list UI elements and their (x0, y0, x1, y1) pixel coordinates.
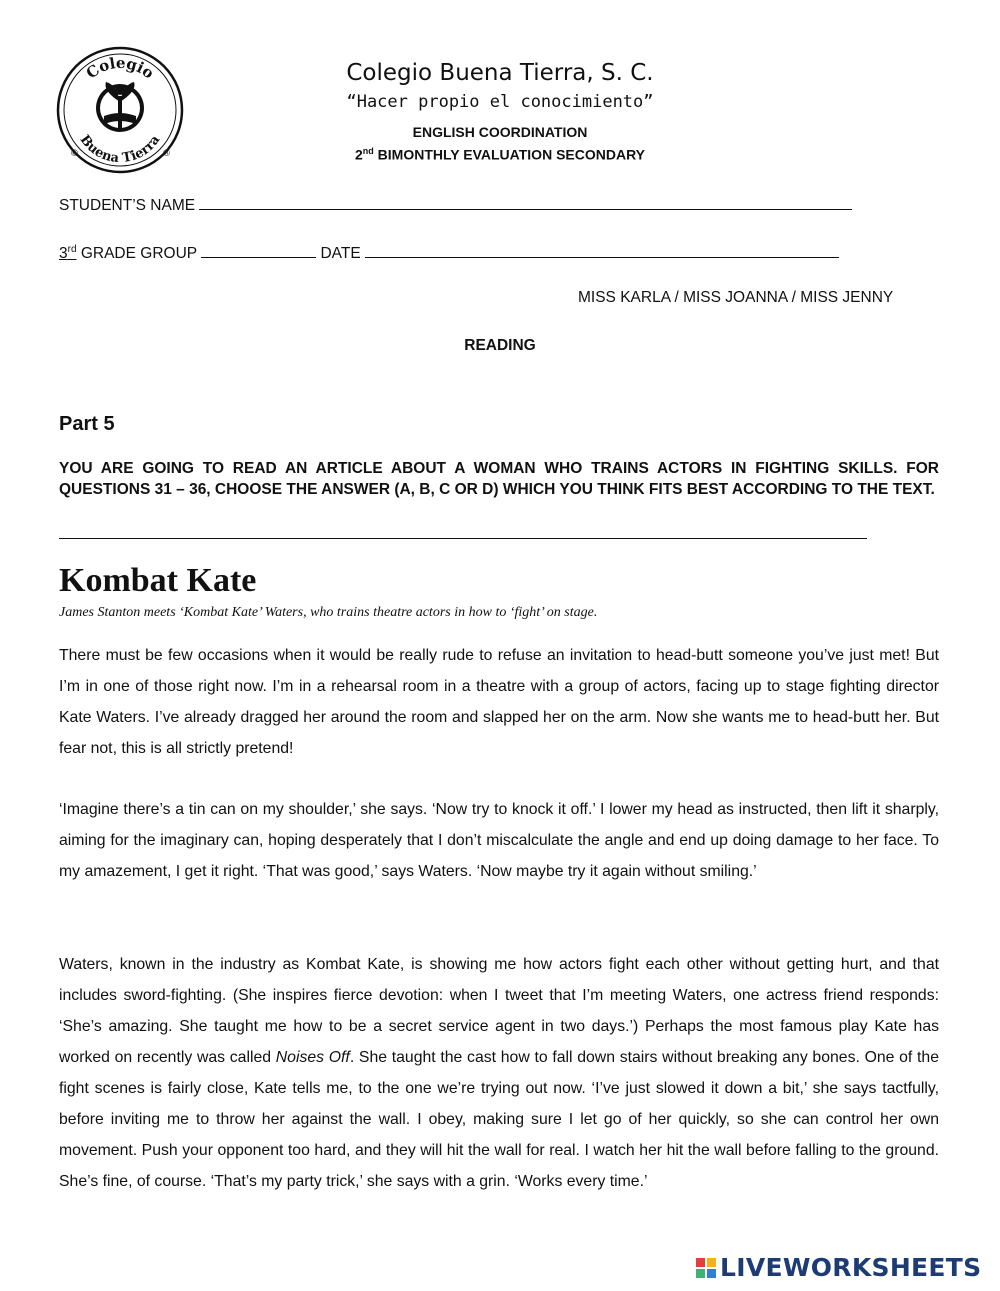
article-subtitle: James Stanton meets ‘Kombat Kate’ Waters, who trains theatre actors in how to ‘fight’ on stage. (59, 605, 598, 620)
divider-line (59, 538, 867, 539)
article-title: Kombat Kate (59, 562, 257, 599)
grade-group-label: GRADE GROUP (80, 245, 197, 262)
part-title: Part 5 (59, 413, 115, 435)
watermark-text: LIVEWORKSHEETS (720, 1253, 982, 1282)
date-label: DATE (320, 245, 361, 262)
liveworksheets-watermark (696, 1253, 981, 1282)
student-name-field[interactable] (199, 193, 852, 210)
school-name: Colegio Buena Tierra, S. C. (346, 60, 654, 86)
group-field[interactable] (201, 241, 316, 258)
play-title: Noises Off (275, 1049, 350, 1066)
student-name-label: STUDENT’S NAME (59, 197, 196, 214)
grade-label: 3rd (59, 243, 77, 262)
school-motto: “Hacer propio el conocimiento” (346, 92, 654, 112)
coordination-heading: ENGLISH COORDINATION (412, 124, 588, 140)
grade-group-date-row (59, 241, 839, 263)
logo-top-text: Colegio (82, 53, 158, 83)
sprout-icon (96, 82, 144, 132)
registered-mark: ® (162, 149, 171, 159)
article-paragraph-1: There must be few occasions when it would be really rude to refuse an invitation to head-butt someone you’ve just met! But I’m in one of those right now. I’m in a rehearsal room in a theatre with a group of actors, facing up to stage fighting director Kate Waters. I’ve already dragged her around the room and slapped her on the arm. Now she wants me to head-butt her. But fear not, this is all strictly pretend! (59, 647, 939, 757)
logo-bottom-text: Buena Tierra (76, 132, 164, 167)
date-field[interactable] (365, 241, 839, 258)
article-paragraph-3: Waters, known in the industry as Kombat Kate, is showing me how actors fight each other without getting hurt, and that includes sword-fighting. (She inspires fierce devotion: when I tweet that I’m meeting Waters, one actress friend responds: ‘She’s amazing. She taught me how to be a secret service agent in two days.’) Perhaps the most famous play Kate has worked on recently was called Noises Off. She taught the cast how to fall down stairs without breaking any bones. One of the fight scenes is fairly close, Kate tells me, to the one we’re trying out now. ‘I’ve just slowed it down a bit,’ she says tactfully, before inviting me to throw her against the wall. I obey, making sure I let go of her quickly, so she can control her own movement. Push your opponent too hard, and they will hit the wall for real. I watch her hit the wall before falling to the ground. She’s fine, of course. ‘That’s my party trick,’ she says with a grin. ‘Works every time.’ (59, 956, 939, 1190)
evaluation-heading: 2nd BIMONTHLY EVALUATION SECONDARY (355, 146, 645, 163)
teachers-names: MISS KARLA / MISS JOANNA / MISS JENNY (578, 289, 894, 306)
copyright-mark: © (70, 149, 79, 159)
liveworksheets-logo-icon (696, 1258, 716, 1278)
student-name-row (59, 193, 852, 215)
school-logo (56, 46, 184, 174)
part-instructions: YOU ARE GOING TO READ AN ARTICLE ABOUT A WOMAN WHO TRAINS ACTORS IN FIGHTING SKILLS. FOR QUESTIONS 31 – 36, CHOOSE THE ANSWER (A, B, C OR D) WHICH YOU THINK FITS BEST ACCORDING TO THE TEXT. (59, 460, 939, 498)
article-paragraph-2: ‘Imagine there’s a tin can on my shoulder,’ she says. ‘Now try to knock it off.’ I lower my head as instructed, then lift it sharply, aiming for the imaginary can, hoping desperately that I don’t miscalculate the angle and end up doing damage to her face. To my amazement, I get it right. ‘That was good,’ says Waters. ‘Now maybe try it again without smiling.’ (59, 801, 939, 880)
section-heading: READING (464, 337, 536, 354)
